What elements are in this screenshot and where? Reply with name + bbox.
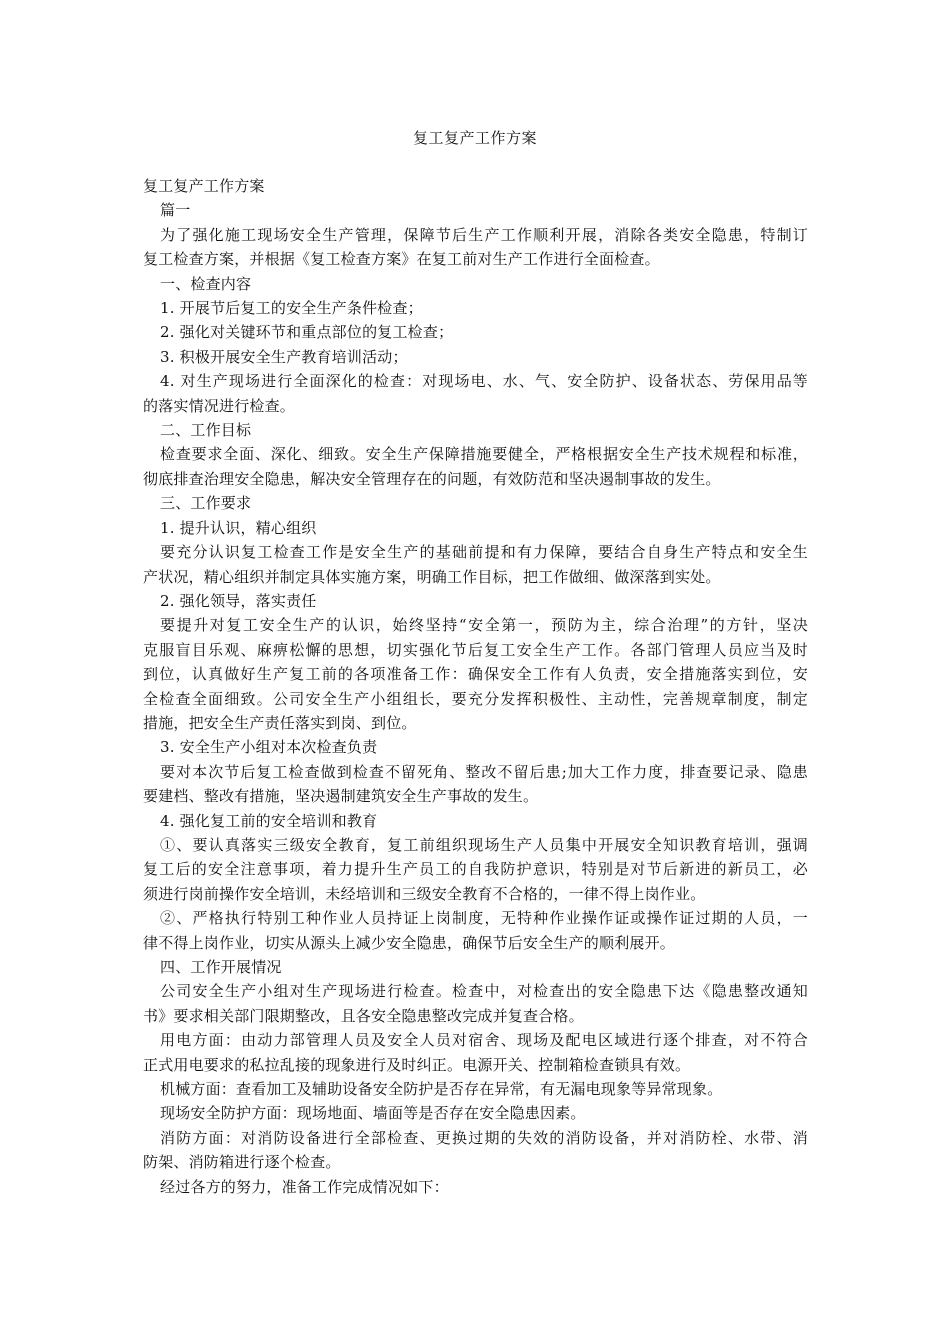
text-line: 4. 对生产现场进行全面深化的检查：对现场电、水、气、安全防护、设备状态、劳保用品等: [160, 372, 808, 391]
text-line: 要建档、整改有措施，坚决遏制建筑安全生产事故的发生。: [143, 787, 539, 806]
text-line: 复工后的安全注意事项，着力提升生产员工的自我防护意识，特别是对节后新进的新员工，必: [143, 860, 808, 879]
text-line: 的落实情况进行检查。: [143, 396, 296, 415]
text-line: 机械方面：查看加工及辅助设备安全防护是否存在异常，有无漏电现象等异常现象。: [160, 1080, 723, 1099]
text-line: 全检查全面细致。公司安全生产小组组长，要充分发挥积极性、主动性，完善规章制度，制定: [143, 689, 808, 708]
text-line: 律不得上岗作业，切实从源头上减少安全隐患，确保节后安全生产的顺利展开。: [143, 933, 676, 952]
text-line: 2. 强化对关键环节和重点部位的复工检查；: [160, 323, 454, 342]
text-line: 正式用电要求的私拉乱接的现象进行及时纠正。电源开关、控制箱检查锁具有效。: [143, 1055, 691, 1074]
text-line: 3. 积极开展安全生产教育培训活动；: [160, 347, 408, 366]
text-line: 现场安全防护方面：现场地面、墙面等是否存在安全隐患因素。: [160, 1104, 586, 1123]
text-line: 四、工作开展情况: [160, 958, 282, 976]
text-line: 消防方面：对消防设备进行全部检查、更换过期的失效的消防设备，并对消防栓、水带、消: [160, 1128, 808, 1147]
text-line: 措施，把安全生产责任落实到岗、到位。: [143, 713, 417, 732]
text-line: 1. 开展节后复工的安全生产条件检查；: [160, 299, 423, 318]
text-line: 二、工作目标: [160, 421, 252, 440]
text-line: 须进行岗前操作安全培训，未经培训和三级安全教育不合格的，一律不得上岗作业。: [143, 884, 706, 903]
text-line: 1. 提升认识，精心组织: [160, 518, 317, 537]
text-line: 要充分认识复工检查工作是安全生产的基础前提和有力保障，要结合自身生产特点和安全生: [160, 543, 808, 562]
text-line: 复工检查方案，并根据《复工检查方案》在复工前对生产工作进行全面检查。: [143, 250, 660, 269]
text-line: 篇一: [160, 201, 191, 220]
text-line: 用电方面：由动力部管理人员及安全人员对宿舍、现场及配电区域进行逐个排查，对不符合: [160, 1031, 808, 1050]
text-line: ②、严格执行特别工种作业人员持证上岗制度，无特种作业操作证或操作证过期的人员，一: [160, 909, 808, 928]
text-line: 三、工作要求: [160, 494, 252, 513]
text-line: 检查要求全面、深化、细致。安全生产保障措施要健全，严格根据安全生产技术规程和标准，: [160, 445, 808, 464]
text-line: 要对本次节后复工检查做到检查不留死角、整改不留后患;加大工作力度，排查要记录、隐患: [160, 762, 808, 781]
text-line: 产状况，精心组织并制定具体实施方案，明确工作目标，把工作做细、做深落到实处。: [143, 567, 721, 586]
text-line: 2. 强化领导，落实责任: [160, 591, 317, 610]
text-line: 要提升对复工安全生产的认识，始终坚持“安全第一，预防为主，综合治理”的方针，坚决: [160, 616, 808, 635]
text-line: 到位，认真做好生产复工前的各项准备工作：确保安全工作有人负责，安全措施落实到位，安: [143, 665, 808, 684]
text-line: 克服盲目乐观、麻痹松懈的思想，切实强化节后复工安全生产工作。各部门管理人员应当及时: [143, 640, 808, 659]
text-line: 为了强化施工现场安全生产管理，保障节后生产工作顺利开展，消除各类安全隐患，特制订: [160, 225, 808, 244]
document-title: 复工复产工作方案: [412, 129, 537, 147]
text-line: 彻底排查治理安全隐患，解决安全管理存在的问题，有效防范和坚决遏制事故的发生。: [143, 469, 721, 488]
text-line: 复工复产工作方案: [143, 177, 265, 195]
text-line: 防架、消防箱进行逐个检查。: [143, 1153, 341, 1172]
text-line: 一、检查内容: [160, 274, 252, 293]
text-line: 4. 强化复工前的安全培训和教育: [160, 811, 378, 830]
document-body: [143, 174, 808, 1199]
text-line: 3. 安全生产小组对本次检查负责: [160, 738, 378, 757]
text-line: ①、要认真落实三级安全教育，复工前组织现场生产人员集中开展安全知识教育培训，强调: [160, 835, 808, 854]
text-line: 公司安全生产小组对生产现场进行检查。检查中，对检查出的安全隐患下达《隐患整改通知: [160, 982, 808, 1001]
text-line: 经过各方的努力，准备工作完成情况如下：: [160, 1177, 449, 1196]
text-line: 书》要求相关部门限期整改，且各安全隐患整改完成并复查合格。: [143, 1006, 584, 1025]
